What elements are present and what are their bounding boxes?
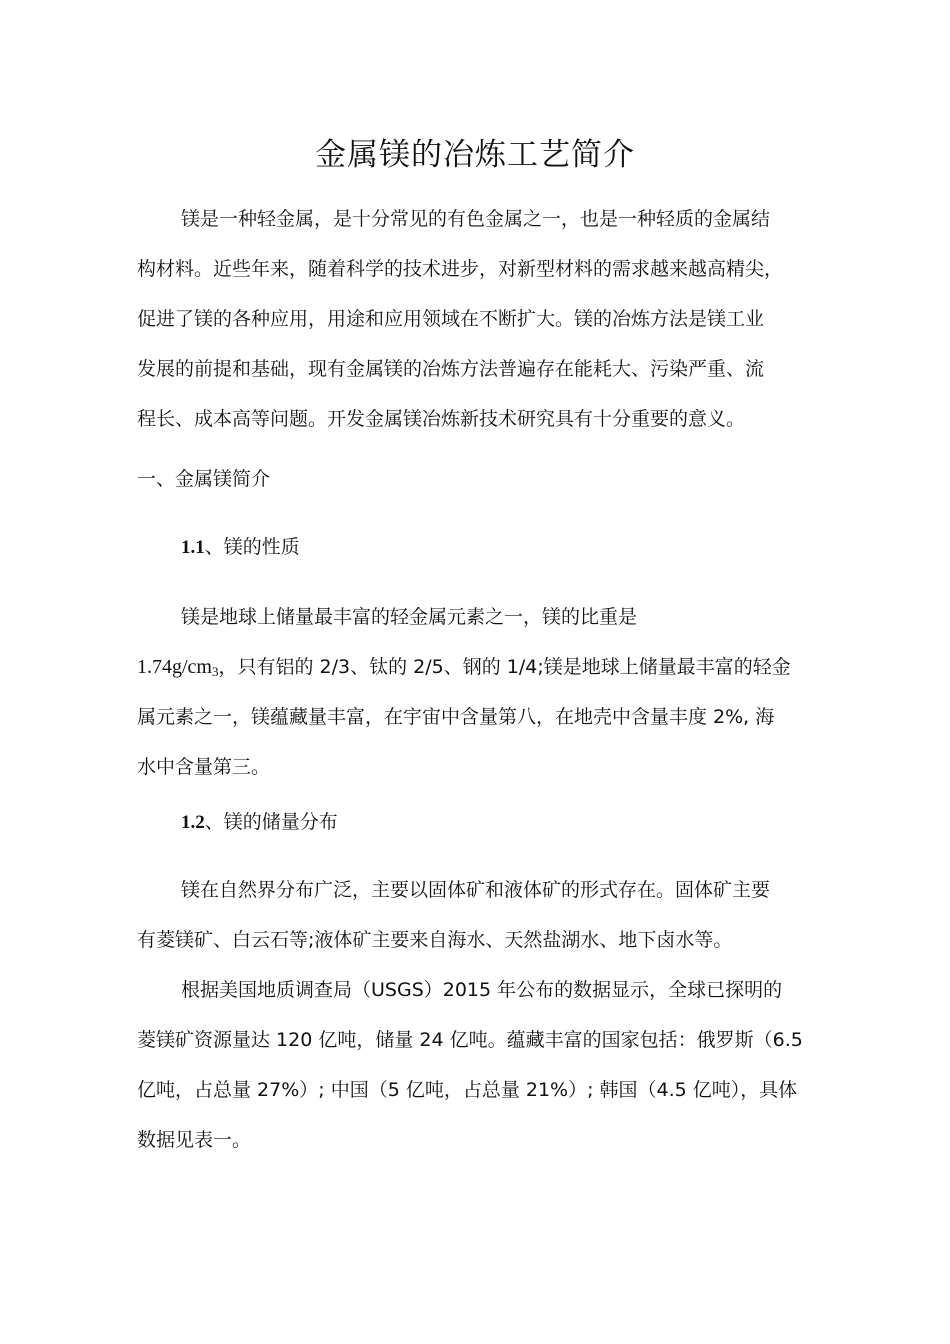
reserves-line-1: 根据美国地质调查局（USGS）2015 年公布的数据显示，全球已探明的 xyxy=(181,979,783,1001)
reserves-line-4: 数据见表一。 xyxy=(137,1129,252,1151)
subsection-heading-1-2 xyxy=(181,808,338,837)
intro-line-1: 镁是一种轻金属，是十分常见的有色金属之一，也是一种轻质的金属结 xyxy=(181,208,771,230)
subsection-number: 1.1 xyxy=(181,537,205,558)
intro-line-4: 发展的前提和基础，现有金属镁的冶炼方法普遍存在能耗大、污染严重、流 xyxy=(137,358,765,380)
property-line-4: 水中含量第三。 xyxy=(137,756,271,778)
reserves-line-2: 菱镁矿资源量达 120 亿吨，储量 24 亿吨。蕴藏丰富的国家包括：俄罗斯（6.5 xyxy=(137,1029,803,1051)
section-heading-1: 一、金属镁简介 xyxy=(137,468,271,490)
density-value: 1.74g/cm xyxy=(137,656,212,678)
document-title: 金属镁的冶炼工艺简介 xyxy=(315,137,635,173)
distribution-line-1: 镁在自然界分布广泛，主要以固体矿和液体矿的形式存在。固体矿主要 xyxy=(181,879,771,901)
intro-line-2: 构材料。近些年来，随着科学的技术进步，对新型材料的需求越来越高精尖， xyxy=(137,258,784,280)
subsection-label: 、镁的性质 xyxy=(204,536,300,558)
property-line-3: 属元素之一，镁蕴藏量丰富，在宇宙中含量第八，在地壳中含量丰度 2%, 海 xyxy=(137,706,775,728)
property-line-2-rest: ，只有铝的 2/3、钛的 2/5、钢的 1/4;镁是地球上储量最丰富的轻金 xyxy=(218,656,791,678)
subsection-label: 、镁的储量分布 xyxy=(204,811,338,833)
property-line-1: 镁是地球上储量最丰富的轻金属元素之一，镁的比重是 xyxy=(181,606,638,628)
intro-line-3: 促进了镁的各种应用，用途和应用领域在不断扩大。镁的冶炼方法是镁工业 xyxy=(137,308,765,330)
density-exponent: 3 xyxy=(212,664,219,679)
subsection-number: 1.2 xyxy=(181,812,205,833)
reserves-line-3: 亿吨，占总量 27%）; 中国（5 亿吨，占总量 21%）; 韩国（4.5 亿吨），具体 xyxy=(137,1079,798,1101)
property-line-2 xyxy=(137,653,791,686)
distribution-line-2: 有菱镁矿、白云石等;液体矿主要来自海水、天然盐湖水、地下卤水等。 xyxy=(137,929,733,951)
intro-line-5: 程长、成本高等问题。开发金属镁冶炼新技术研究具有十分重要的意义。 xyxy=(137,408,746,430)
subsection-heading-1-1 xyxy=(181,533,300,562)
